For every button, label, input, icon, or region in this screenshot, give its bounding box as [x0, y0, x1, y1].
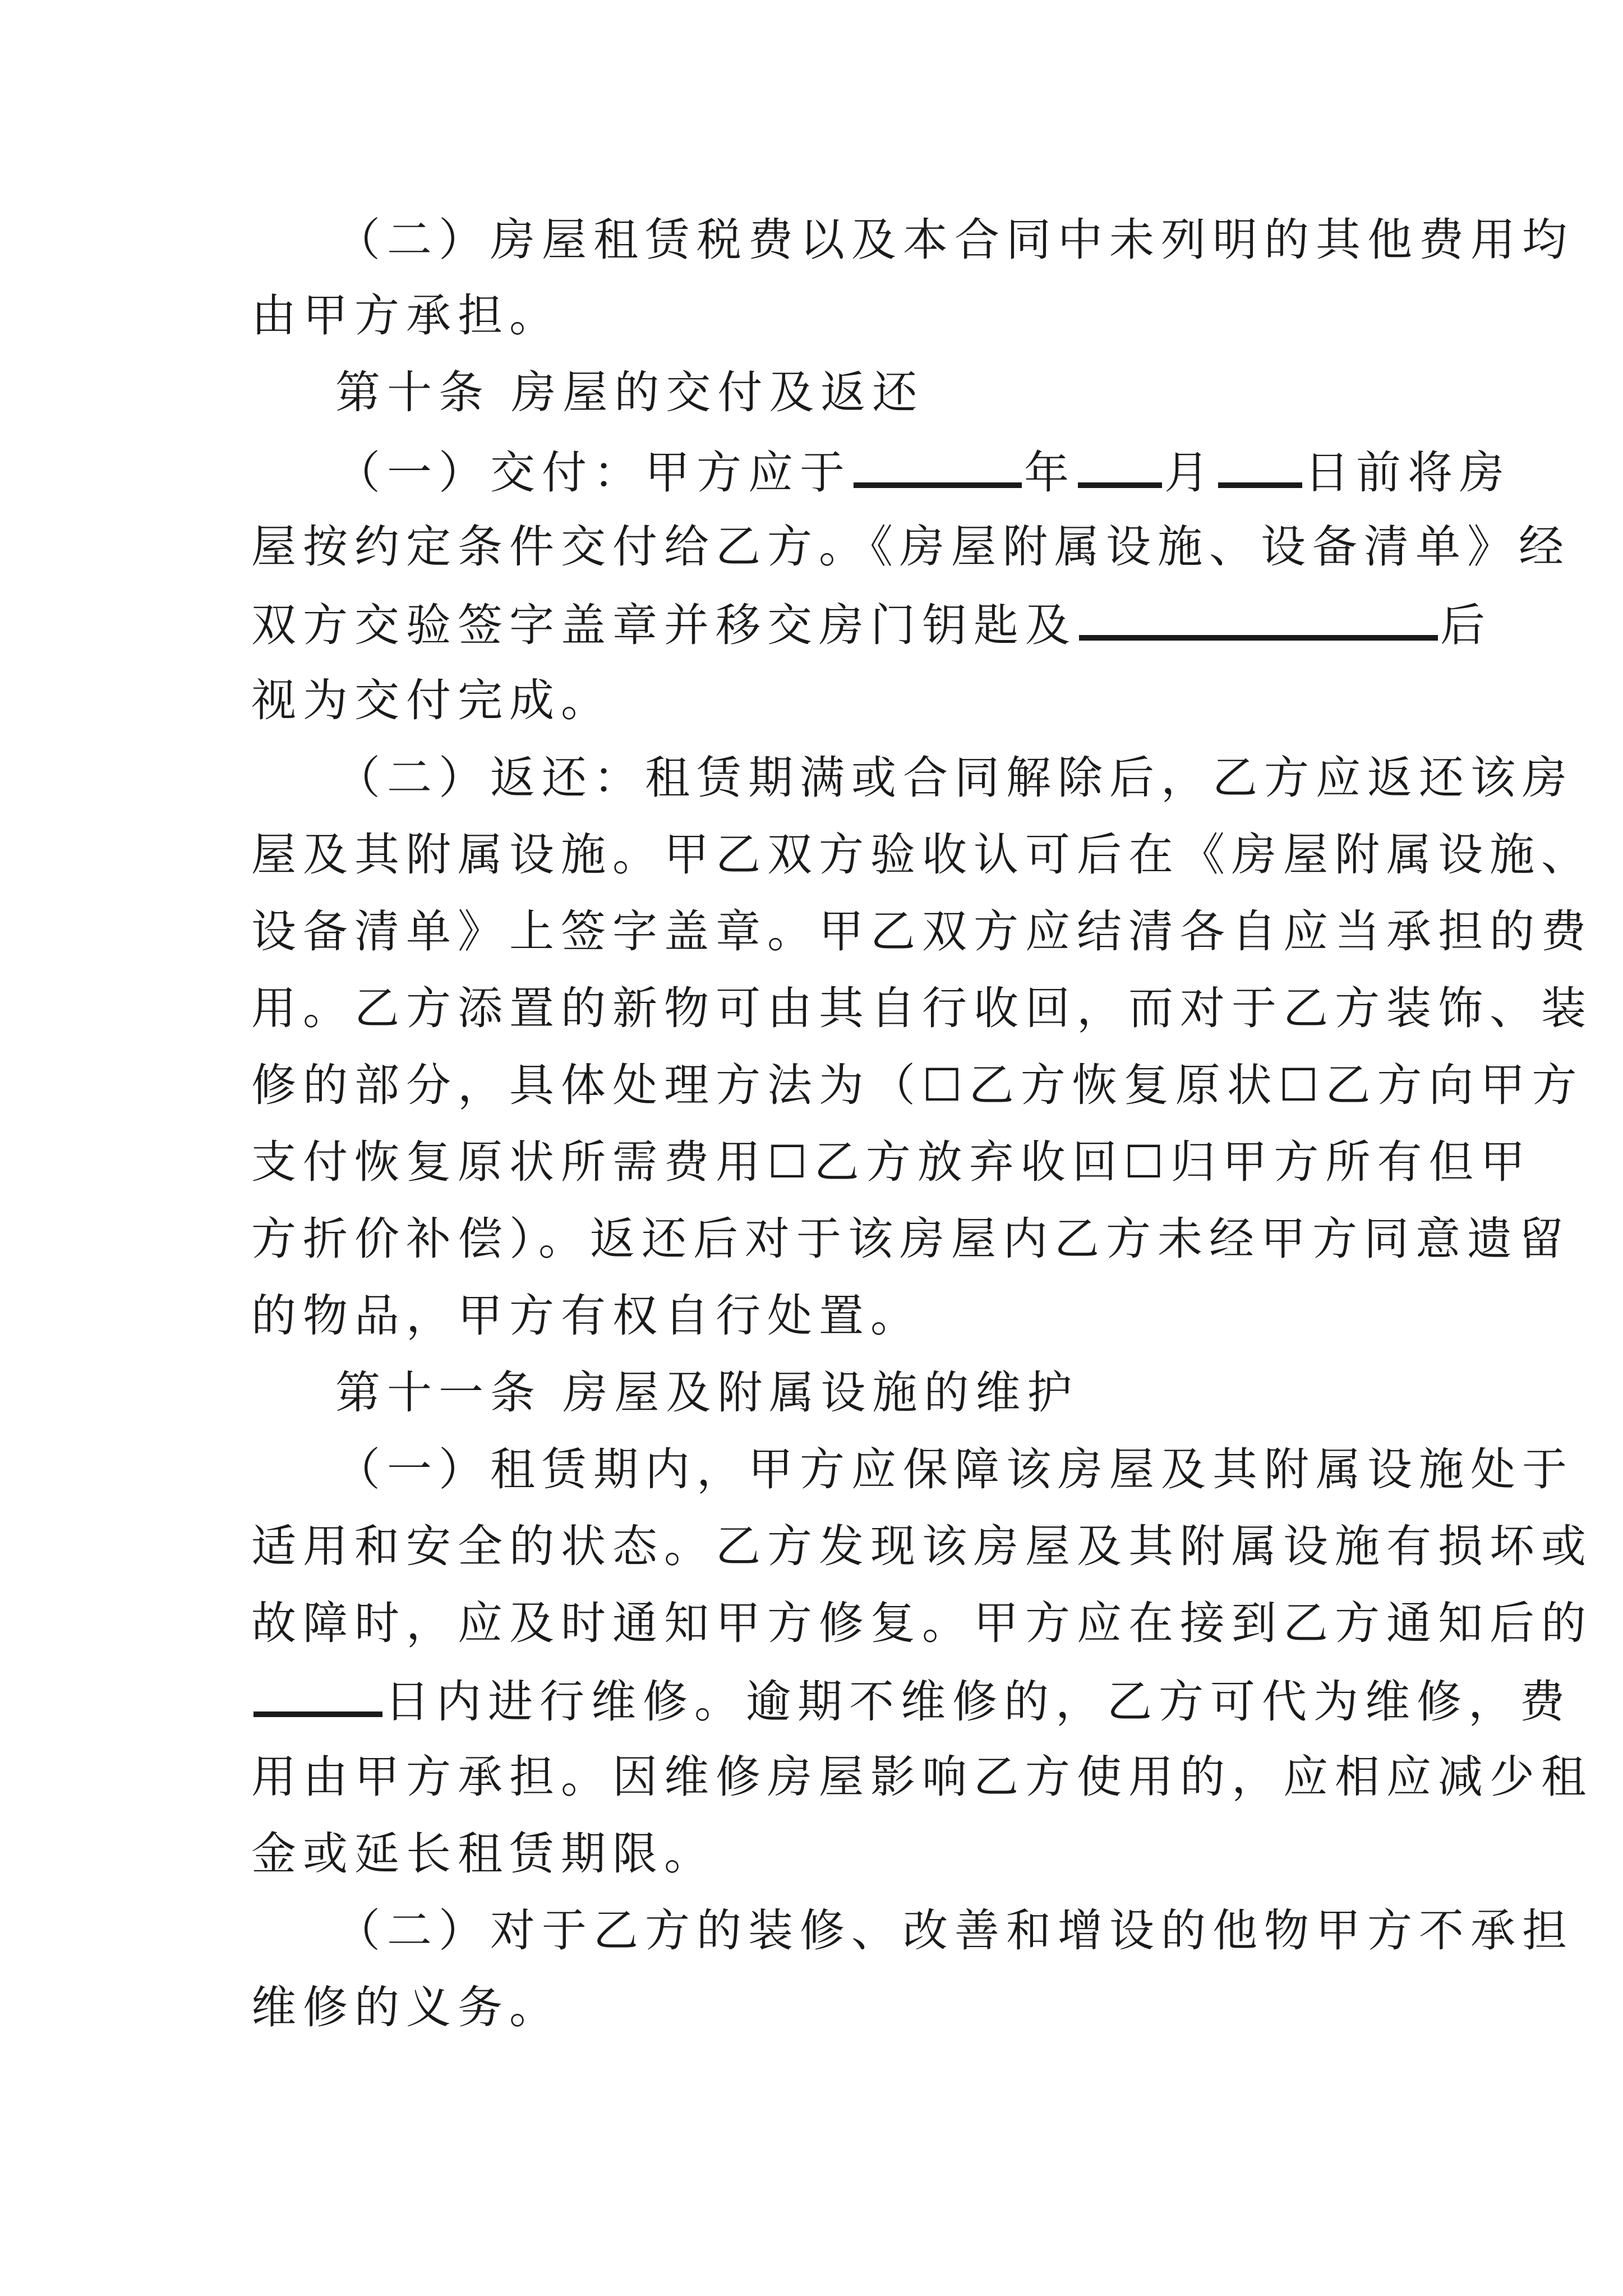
line-text: 日前将房 — [1304, 447, 1511, 499]
paragraph-line — [335, 443, 1511, 501]
paragraph-line: 的物品，甲方有权自行处置。 — [251, 1290, 922, 1342]
paragraph-line: 适用和安全的状态。乙方发现该房屋及其附属设施有损坏或 — [251, 1520, 1593, 1572]
paragraph-line: （二）房屋租赁税费以及本合同中未列明的其他费用均 — [335, 214, 1574, 266]
paragraph-line: 维修的义务。 — [251, 1981, 561, 2033]
paragraph-line: 支付恢复原状所需费用☐乙方放弃收回☐归甲方所有但甲 — [251, 1136, 1532, 1188]
paragraph-line: 设备清单》上签字盖章。甲乙双方应结清各自应当承担的费 — [251, 905, 1593, 958]
blank-day-field — [1218, 443, 1302, 488]
blank-month-field — [1078, 443, 1162, 488]
paragraph-line: （一）租赁期内，甲方应保障该房屋及其附属设施处于 — [335, 1443, 1574, 1496]
line-text: 后 — [1440, 599, 1492, 651]
paragraph-line — [251, 596, 1492, 654]
paragraph-line: 屋及其附属设施。甲乙双方验收认可后在《房屋附属设施、 — [251, 829, 1593, 881]
paragraph-line: 用由甲方承担。因维修房屋影响乙方使用的，应相应减少租 — [251, 1751, 1593, 1803]
line-text: （一）交付：甲方应于 — [335, 447, 851, 499]
paragraph-line: 视为交付完成。 — [251, 674, 612, 726]
paragraph-line — [251, 1672, 1571, 1730]
line-text: 月 — [1164, 447, 1216, 499]
paragraph-line: 用。乙方添置的新物可由其自行收回，而对于乙方装饰、装 — [251, 982, 1593, 1034]
line-text: 双方交验签字盖章并移交房门钥匙及 — [251, 599, 1077, 651]
article-heading: 第十一条 房屋及附属设施的维护 — [335, 1366, 1079, 1419]
paragraph-line: （二）对于乙方的装修、改善和增设的他物甲方不承担 — [335, 1904, 1574, 1957]
line-text: 年 — [1024, 447, 1076, 499]
paragraph-line: 故障时，应及时通知甲方修复。甲方应在接到乙方通知后的 — [251, 1597, 1593, 1649]
paragraph-line: 修的部分，具体处理方法为（☐乙方恢复原状☐乙方向甲方 — [251, 1059, 1584, 1111]
line-text: 日内进行维修。逾期不维修的，乙方可代为维修，费 — [385, 1676, 1571, 1728]
paragraph-line: 屋按约定条件交付给乙方。《房屋附属设施、设备清单》经 — [251, 521, 1570, 573]
blank-items-field — [1079, 596, 1438, 641]
paragraph-line: 方折价补偿）。返还后对于该房屋内乙方未经甲方同意遗留 — [251, 1213, 1570, 1265]
article-heading: 第十条 房屋的交付及返还 — [335, 366, 924, 418]
blank-days-field — [253, 1672, 382, 1717]
paragraph-line: 由甲方承担。 — [251, 289, 561, 342]
paragraph-line: （二）返还：租赁期满或合同解除后，乙方应返还该房 — [335, 752, 1574, 804]
blank-year-field — [854, 443, 1022, 488]
paragraph-line: 金或延长租赁期限。 — [251, 1828, 716, 1880]
